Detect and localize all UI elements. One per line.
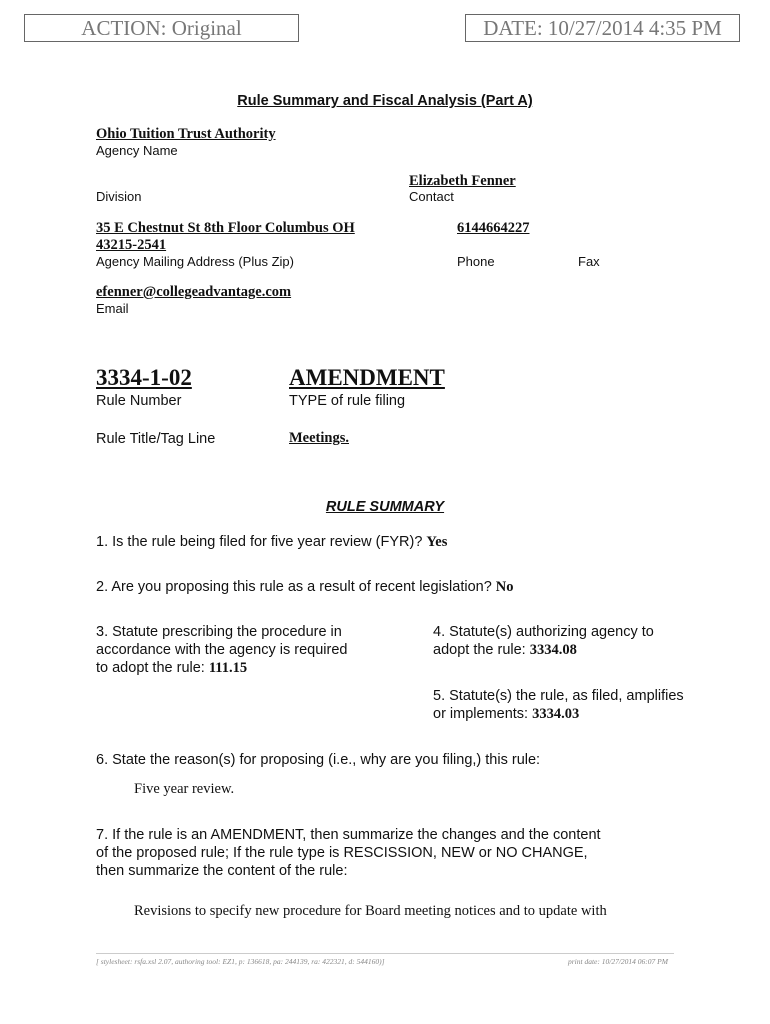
- phone-label: Phone: [457, 254, 495, 269]
- email-address: efenner@collegeadvantage.com: [96, 284, 292, 300]
- answer-2: No: [495, 579, 514, 595]
- rule-title-label: Rule Title/Tag Line: [96, 431, 216, 447]
- address-line-2: 43215-2541: [96, 237, 167, 253]
- question-3-line-3: [96, 659, 347, 677]
- agency-name: Ohio Tuition Trust Authority: [96, 126, 276, 142]
- question-7-line-1: 7. If the rule is an AMENDMENT, then summarize the changes and the content: [96, 827, 601, 843]
- contact-label: Contact: [409, 189, 454, 204]
- question-4: [433, 623, 654, 659]
- rule-title: Meetings.: [289, 430, 349, 446]
- question-5-line-1: 5. Statute(s) the rule, as filed, amplifies: [433, 688, 684, 704]
- address-label: Agency Mailing Address (Plus Zip): [96, 254, 294, 269]
- question-7-line-3: then summarize the content of the rule:: [96, 863, 348, 879]
- question-5-line-2-text: or implements:: [433, 706, 529, 722]
- footer-stylesheet-info: [ stylesheet: rsfa.xsl 2.07, authoring tool: EZ1, p: 136618, pa: 244139, ra: 422321, d: 544160)]: [96, 957, 385, 966]
- rule-number: 3334-1-02: [96, 365, 192, 390]
- question-1: [96, 533, 447, 551]
- answer-5: 3334.03: [532, 706, 580, 722]
- question-2: [96, 578, 514, 596]
- answer-6: Five year review.: [134, 781, 235, 797]
- question-3-line-2: accordance with the agency is required: [96, 642, 348, 658]
- question-7: [96, 826, 601, 880]
- question-5: [433, 687, 684, 723]
- action-box: ACTION: Original: [24, 14, 299, 42]
- rule-number-label: Rule Number: [96, 393, 182, 409]
- question-1-text: 1. Is the rule being filed for five year review (FYR)?: [96, 534, 423, 550]
- question-3-line-3-text: to adopt the rule:: [96, 660, 205, 676]
- question-2-text: 2. Are you proposing this rule as a result of recent legislation?: [96, 579, 492, 595]
- page-title: Rule Summary and Fiscal Analysis (Part A): [237, 93, 533, 109]
- footer-divider: [96, 953, 674, 954]
- footer-print-date: print date: 10/27/2014 06:07 PM: [568, 957, 668, 966]
- answer-3: 111.15: [208, 660, 248, 676]
- rule-summary-heading: RULE SUMMARY: [325, 499, 445, 515]
- question-5-line-2: [433, 705, 684, 723]
- address-line-1: 35 E Chestnut St 8th Floor Columbus OH: [96, 220, 355, 236]
- fax-label: Fax: [578, 254, 600, 269]
- question-4-line-1: 4. Statute(s) authorizing agency to: [433, 624, 654, 640]
- question-7-line-2: of the proposed rule; If the rule type is RESCISSION, NEW or NO CHANGE,: [96, 845, 588, 861]
- answer-1: Yes: [426, 534, 448, 550]
- email-label: Email: [96, 301, 129, 316]
- answer-7: Revisions to specify new procedure for Board meeting notices and to update with: [134, 903, 607, 919]
- question-4-line-2: [433, 641, 654, 659]
- contact-name: Elizabeth Fenner: [409, 173, 516, 189]
- question-6: 6. State the reason(s) for proposing (i.e., why are you filing,) this rule:: [96, 752, 541, 768]
- rule-type: AMENDMENT: [289, 365, 445, 390]
- phone-number: 6144664227: [457, 220, 530, 236]
- answer-4: 3334.08: [529, 642, 577, 658]
- date-box: DATE: 10/27/2014 4:35 PM: [465, 14, 740, 42]
- question-3: [96, 623, 347, 677]
- question-3-line-1: 3. Statute prescribing the procedure in: [96, 624, 342, 640]
- question-4-line-2-text: adopt the rule:: [433, 642, 526, 658]
- agency-name-label: Agency Name: [96, 143, 178, 158]
- division-label: Division: [96, 189, 142, 204]
- rule-type-label: TYPE of rule filing: [289, 393, 406, 409]
